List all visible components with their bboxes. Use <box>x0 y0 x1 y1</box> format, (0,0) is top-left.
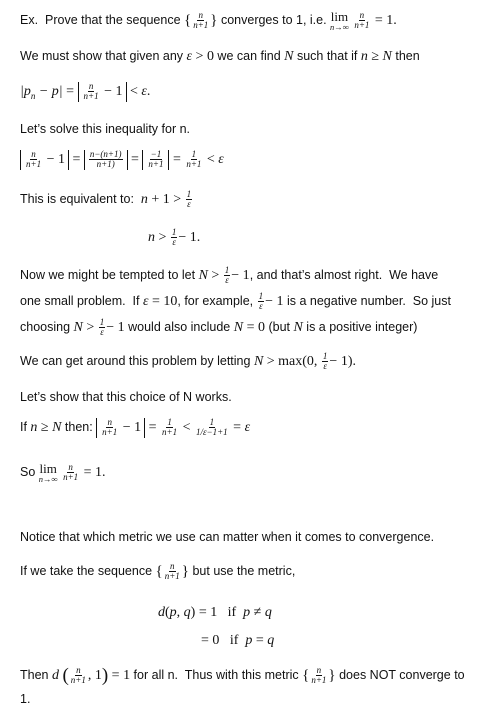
conclusion-line: So lim n→∞ $\frac{n}{n+1}$ = 1. <box>20 461 106 484</box>
non-convergence-tail: 1. <box>20 692 31 706</box>
problem-line: one small problem. If ε = 10, for example, $\frac{1}{\varepsilon}$ − 1 is a negative number. So just <box>20 291 451 312</box>
metric-note: Notice that which metric we use can matter when it comes to convergence. <box>20 530 435 544</box>
inequality-goal: $|p_n - p|$ = $\frac{n}{n+1}$ − 1 < ε. <box>20 81 151 102</box>
non-convergence-line: Then d ( $\frac{n}{n+1}$ , 1) = 1 for all n. Thus with this metric { $\frac{n}{n+1}$ } does NOT converge to <box>20 664 465 686</box>
verification-line: If n ≥ N then: $\frac{n}{n+1}$ − 1 = $\frac{1}{n+1}$ < $\frac{1}{1/\varepsilon-1+1}$ = ε <box>20 417 251 438</box>
example-statement: Ex. Prove that the sequence { $\frac{n}{n+1}$ } converges to 1, i.e. lim n→∞ $\frac{n}{n+1}$ = 1. <box>20 9 397 32</box>
tempted-line: Now we might be tempted to let N > $\frac{1}{\varepsilon}$ − 1, and that’s almost right. We have <box>20 265 439 286</box>
example-statement-text: Ex. Prove that the sequence <box>20 13 184 28</box>
equivalent-line: This is equivalent to: n + 1 > $\frac{1}{\varepsilon}$ <box>20 189 192 210</box>
n-bound: n > $\frac{1}{\varepsilon}$ − 1. <box>148 227 201 248</box>
goal-statement: We must show that given any ε > 0 we can find N such that if n ≥ N then <box>20 49 420 64</box>
solve-intro: Let’s solve this inequality for n. <box>20 122 191 136</box>
solve-chain: $\frac{n}{n+1}$ − 1 = $\frac{n-(n+1)}{n+1)}$ = $\frac{-1}{n+1}$ = $\frac{1}{n+1}$ < ε <box>20 150 224 170</box>
choosing-line: choosing N > $\frac{1}{\varepsilon}$ − 1 would also include N = 0 (but N is a positive integer) <box>20 317 418 338</box>
discrete-metric-case1: d(p, q) = 1 if p ≠ q <box>158 605 272 620</box>
max-fix-line: We can get around this problem by letting N > max(0, $\frac{1}{\varepsilon}$ − 1). <box>20 351 356 372</box>
metric-intro: If we take the sequence { $\frac{n}{n+1}$ } but use the metric, <box>20 561 296 582</box>
discrete-metric-case2: = 0 if p = q <box>201 633 275 648</box>
show-works-line: Let’s show that this choice of N works. <box>20 390 232 404</box>
